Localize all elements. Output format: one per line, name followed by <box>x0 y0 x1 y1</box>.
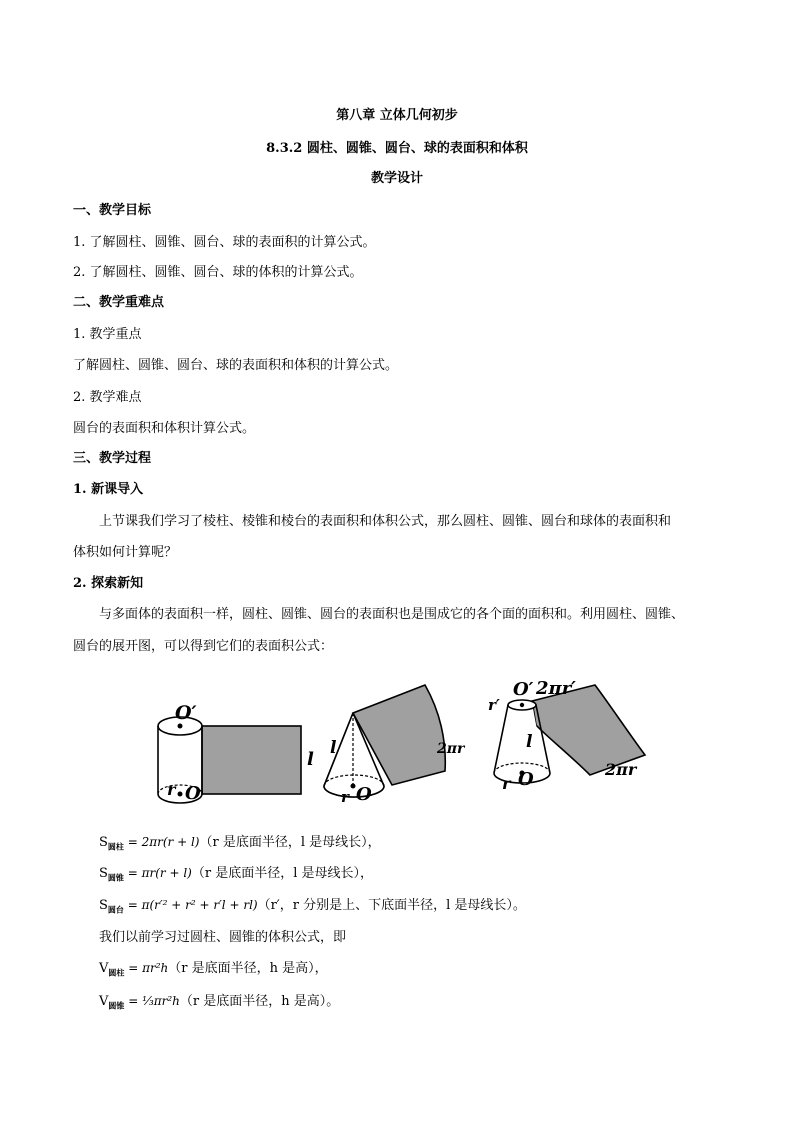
cone-r-label: r <box>341 788 349 806</box>
objective-2: 2. 了解圆柱、圆锥、圆台、球的体积的计算公式。 <box>73 265 363 280</box>
subheading-difficult: 2. 教学难点 <box>73 390 142 405</box>
chapter-title: 第八章 立体几何初步 <box>336 108 458 123</box>
subheading-key: 1. 教学重点 <box>73 327 142 342</box>
frustum-arc-label: 2πr <box>605 760 637 779</box>
formula-s-cylinder: $S_{圆柱} = 2\pi r(r + l)(r$ 是底面半径，l 是母线长）， <box>99 835 381 852</box>
frustum-rprime-label: r′ <box>488 696 500 714</box>
cylinder-o-label: O <box>185 783 201 804</box>
unfolded-solids-figure <box>140 665 660 815</box>
explore-paragraph-line2: 圆台的展开图，可以得到它们的表面积公式： <box>73 639 334 654</box>
heading-process: 三、教学过程 <box>73 451 152 466</box>
cone-l-label: l <box>330 738 337 758</box>
frustum-top-arc-label: 2πr′ <box>536 678 576 699</box>
formula-s-cone: $S_{圆锥} = \pi r(r + l)(r$ 是底面半径，l 是母线长）， <box>99 866 373 883</box>
objective-1: 1. 了解圆柱、圆锥、圆台、球的表面积的计算公式。 <box>73 235 376 250</box>
cone-o-label: O <box>356 784 372 805</box>
frustum-l-label: l <box>526 732 533 752</box>
cone-net <box>324 685 466 806</box>
intro-paragraph-line1: 上节课我们学习了棱柱、棱锥和棱台的表面积和体积公式，那么圆柱、圆锥、圆台和球体的表面积和 <box>99 514 672 529</box>
heading-objectives: 一、教学目标 <box>73 203 152 218</box>
doc-type-title: 教学设计 <box>370 171 423 186</box>
frustum-r-label: r <box>502 774 511 793</box>
explore-paragraph-line1: 与多面体的表面积一样，圆柱、圆锥、圆台的表面积也是围成它的各个面的面积和。利用圆柱、圆锥、 <box>99 607 685 622</box>
cylinder-net <box>158 702 314 804</box>
heading-key-points: 二、教学重难点 <box>73 295 165 310</box>
section-title: 8.3.2 圆柱、圆锥、圆台、球的表面积和体积 <box>266 141 528 156</box>
formula-v-cone: $V_{圆锥}$ = ⅓πr²h（r 是底面半径，h 是高）。 <box>99 994 340 1011</box>
frustum-o-label: O <box>518 769 534 790</box>
cylinder-l-label: l <box>307 749 314 770</box>
formula-v-cylinder: $V_{圆柱} = \pi r^2h(r$ 是底面半径，h 是高）， <box>99 961 328 978</box>
cylinder-r-label: r <box>167 780 176 799</box>
difficult-point-text: 圆台的表面积和体积计算公式。 <box>73 421 256 436</box>
formula-s-frustum: $S_{圆台} = \pi(r'^2 + r^2 + r'l + rl)(r'$，r 分别是上、下底面半径，l 是母线长）。 <box>99 898 526 915</box>
frustum-net <box>488 678 645 793</box>
key-point-text: 了解圆柱、圆锥、圆台、球的表面积和体积的计算公式。 <box>73 358 399 373</box>
cone-arc-label: 2πr <box>437 741 465 757</box>
volume-intro-text: 我们以前学习过圆柱、圆锥的体积公式，即 <box>99 930 347 945</box>
subheading-explore: 2. 探索新知 <box>73 576 144 591</box>
subheading-intro: 1. 新课导入 <box>73 482 144 497</box>
frustum-oprime-label: O′ <box>513 679 534 700</box>
cylinder-top-label: O′ <box>175 702 197 724</box>
intro-paragraph-line2: 体积如何计算呢？ <box>73 545 178 560</box>
